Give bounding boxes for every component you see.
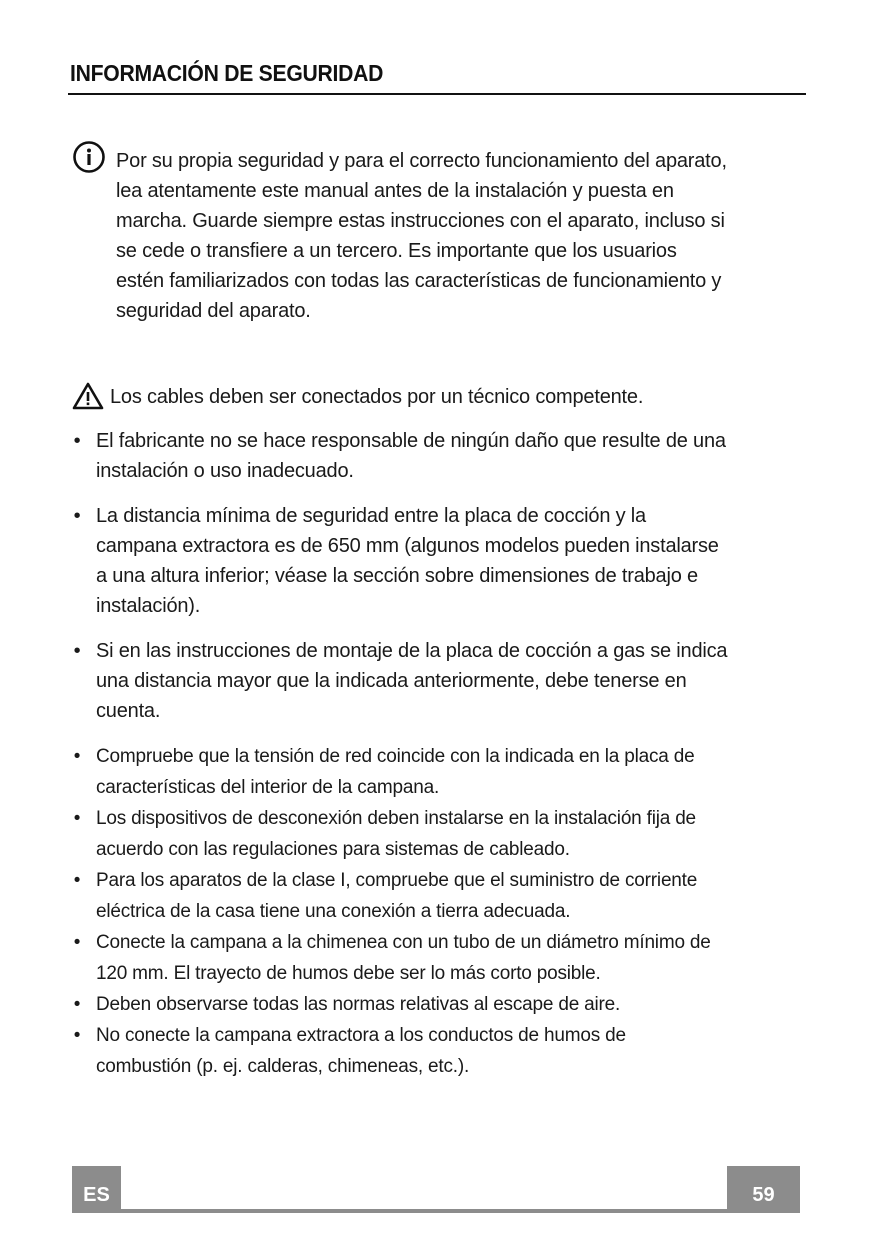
safety-bullet-list [70,426,800,1082]
warning-note [72,382,792,414]
info-line: se cede o transfiere a un tercero. Es importante que los usuarios [116,240,677,262]
bullet-line: características del interior de la campana. [96,777,440,798]
bullet-line: a una altura inferior; véase la sección sobre dimensiones de trabajo e [96,565,698,587]
list-item [70,803,800,865]
bullet-line: instalación). [96,595,201,617]
bullet-line: instalación o uso inadecuado. [96,460,354,482]
bullet-line: eléctrica de la casa tiene una conexión a tierra adecuada. [96,901,571,922]
list-item [70,426,800,486]
info-icon [72,140,106,174]
list-item [70,501,800,621]
bullet-line: Si en las instrucciones de montaje de la placa de cocción a gas se indica [96,640,728,662]
bullet-symbol: • [73,746,81,767]
bullet-line: Los dispositivos de desconexión deben instalarse en la instalación fija de [96,808,696,829]
info-line: Por su propia seguridad y para el correcto funcionamiento del aparato, [116,150,727,172]
bullet-symbol: • [73,932,81,953]
bullet-line: La distancia mínima de seguridad entre la placa de cocción y la [96,505,646,527]
page-number-tab [727,1166,800,1213]
title-underline [68,93,806,95]
language-code: ES [83,1184,110,1206]
warning-text: Los cables deben ser conectados por un técnico competente. [110,386,644,408]
list-item [70,636,800,726]
info-line: estén familiarizados con todas las características de funcionamiento y [116,270,722,292]
bullet-line: acuerdo con las regulaciones para sistemas de cableado. [96,839,570,860]
bullet-line: No conecte la campana extractora a los conductos de humos de [96,1025,626,1046]
list-item [70,741,800,803]
page-title: INFORMACIÓN DE SEGURIDAD [70,60,384,86]
bullet-line: una distancia mayor que la indicada anteriormente, debe tenerse en [96,670,687,692]
info-line: marcha. Guarde siempre estas instrucciones con el aparato, incluso si [116,210,725,232]
bullet-symbol: • [73,870,81,891]
list-item [70,1020,800,1082]
list-item [70,865,800,927]
page-number: 59 [752,1184,775,1206]
bullet-line: Compruebe que la tensión de red coincide con la indicada en la placa de [96,746,695,767]
info-line: seguridad del aparato. [116,300,311,322]
bullet-symbol: • [73,505,81,527]
bullet-symbol: • [73,640,81,662]
language-tab [72,1166,121,1213]
bullet-line: cuenta. [96,700,161,722]
info-note-text [116,146,806,326]
list-item [70,927,800,989]
list-item [70,989,800,1020]
bullet-line: Para los aparatos de la clase I, compruebe que el suministro de corriente [96,870,698,891]
bullet-symbol: • [73,1025,81,1046]
bullet-line: Deben observarse todas las normas relativas al escape de aire. [96,994,621,1015]
bullet-line: campana extractora es de 650 mm (algunos modelos pueden instalarse [96,535,719,557]
bullet-line: El fabricante no se hace responsable de ningún daño que resulte de una [96,430,726,452]
info-line: lea atentamente este manual antes de la instalación y puesta en [116,180,674,202]
bullet-symbol: • [73,994,81,1015]
bullet-line: Conecte la campana a la chimenea con un tubo de un diámetro mínimo de [96,932,711,953]
bullet-line: combustión (p. ej. calderas, chimeneas, etc.). [96,1056,470,1077]
footer-divider [121,1209,727,1213]
bullet-line: 120 mm. El trayecto de humos debe ser lo más corto posible. [96,963,601,984]
warning-icon [72,382,104,410]
bullet-symbol: • [73,430,81,452]
bullet-symbol: • [73,808,81,829]
